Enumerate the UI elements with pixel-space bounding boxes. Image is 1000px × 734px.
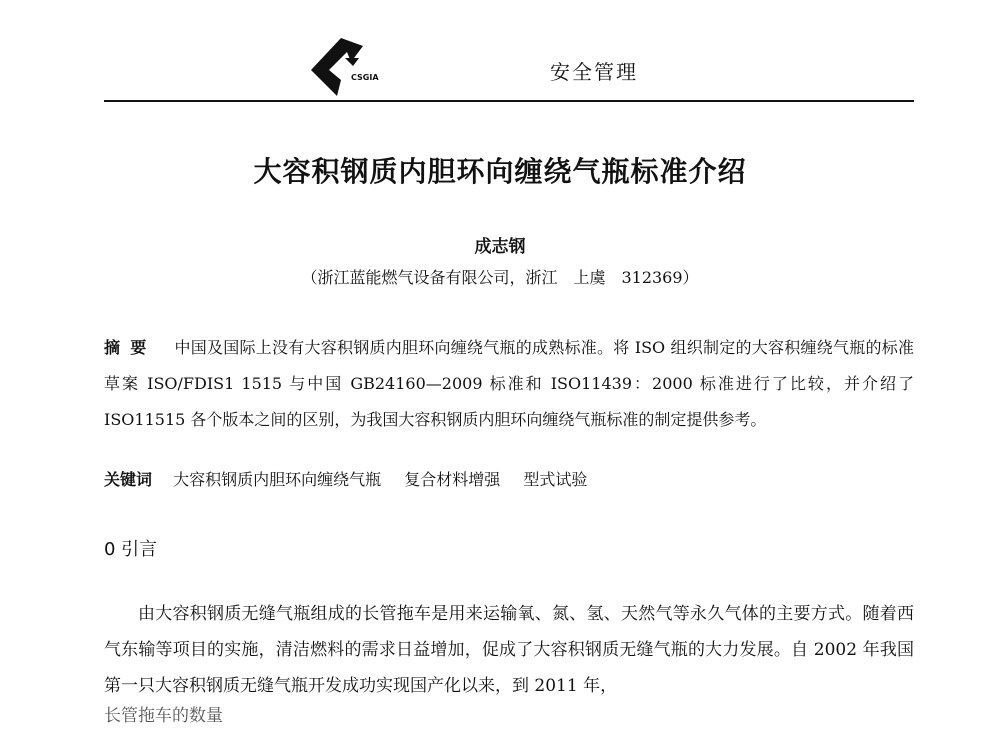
abstract-text: 中国及国际上没有大容积钢质内胆环向缠绕气瓶的成熟标准。将 ISO 组织制定的大容积缠绕气瓶的标准草案 ISO/FDIS1 1515 与中国 GB24160—2009 标准和 ISO11439：2000 标准进行了比较，并介绍了 ISO11515 各个版本之间的区别，为我国大容积钢质内胆环向缠绕气瓶标准的制定提供参考。	[104, 338, 914, 429]
keyword-item: 大容积钢质内胆环向缠绕气瓶	[173, 470, 382, 489]
keyword-item: 复合材料增强	[404, 470, 501, 489]
column-label: 安全管理	[550, 60, 638, 84]
cut-off-line: 长管拖车的数量	[104, 706, 223, 726]
running-header	[104, 28, 914, 104]
keyword-item: 型式试验	[523, 470, 588, 489]
article-title: 大容积钢质内胆环向缠绕气瓶标准介绍	[253, 155, 747, 188]
abstract-label: 摘要	[104, 338, 157, 357]
logo-text: CSGIA	[351, 73, 379, 82]
author-affiliation: （浙江蓝能燃气设备有限公司，浙江 上虞 312369）	[301, 268, 699, 287]
body-paragraph: 由大容积钢质无缝气瓶组成的长管拖车是用来运输氧、氮、氢、天然气等永久气体的主要方式。随着西气东输等项目的实施，清洁燃料的需求日益增加，促成了大容积钢质无缝气瓶的大力发展。自 2002 年我国第一只大容积钢质无缝气瓶开发成功实现国产化以来，到 2011 年，	[104, 604, 914, 696]
keywords	[104, 466, 914, 494]
abstract	[104, 330, 914, 438]
journal-logo	[307, 36, 387, 98]
section-heading: 0 引言	[104, 539, 158, 560]
author-name: 成志钢	[474, 237, 526, 257]
keywords-label: 关键词	[104, 470, 153, 489]
header-rule	[104, 100, 914, 102]
